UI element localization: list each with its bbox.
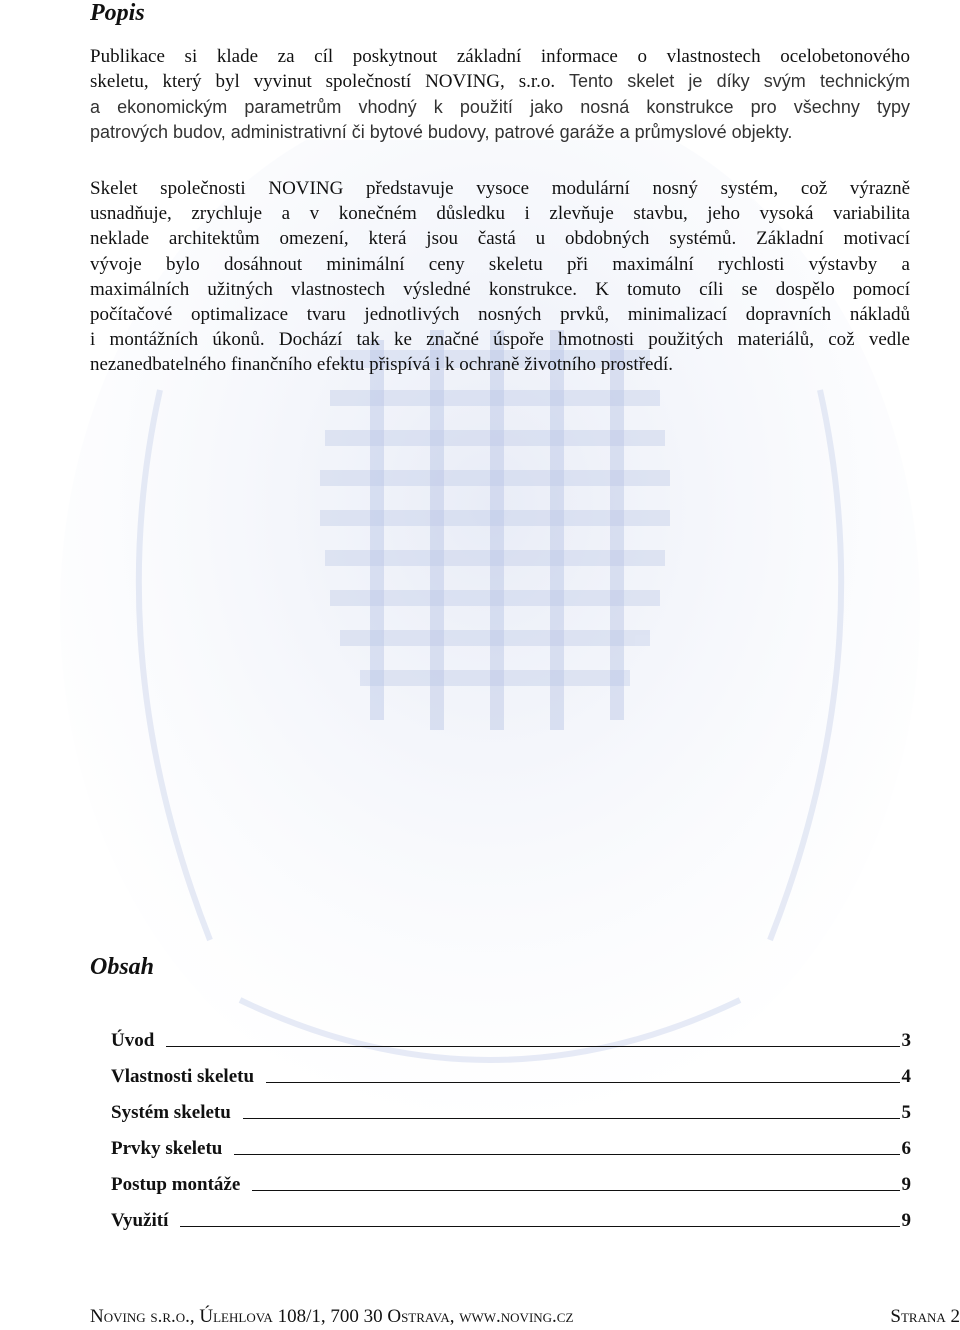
paragraph-skelet-line: neklade architektům omezení, která jsou častá u obdobných systémů. Základní motivací <box>90 228 910 250</box>
toc-entry-system-skeletu[interactable] <box>111 1088 911 1124</box>
paragraph-skelet <box>90 176 910 378</box>
toc-entry-uvod[interactable] <box>111 1016 911 1052</box>
toc-entry-title: Vlastnosti skeletu <box>111 1066 255 1087</box>
paragraph-skelet-line: nezanedbatelného finančního efektu přispívá i k ochraně životního prostředí. <box>90 354 673 376</box>
table-of-contents <box>111 1016 911 1232</box>
toc-entry-page: 6 <box>901 1138 911 1159</box>
paragraph-skelet-line: počítačové optimalizace tvaru jednotlivých nosných prvků, minimalizací dopravních nákladů <box>90 304 910 326</box>
toc-entry-postup-montaze[interactable] <box>111 1160 911 1196</box>
toc-leader-line <box>166 1046 899 1047</box>
heading-obsah: Obsah <box>90 954 155 980</box>
toc-entry-page: 3 <box>901 1030 911 1051</box>
paragraph-intro-line: a ekonomickým parametrům vhodný k použití jako nosná konstrukce pro všechny typy <box>90 96 910 117</box>
toc-leader-line <box>252 1190 899 1191</box>
paragraph-intro-line: patrových budov, administrativní či bytové budovy, patrové garáže a průmyslové objekty. <box>90 121 793 142</box>
paragraph-intro-fragment: Tento skelet je díky svým technickým <box>555 71 911 92</box>
toc-entry-title: Úvod <box>111 1030 155 1051</box>
paragraph-skelet-line: maximálních užitných vlastnostech výsledné konstrukce. K tomuto cíli se dospělo pomocí <box>90 278 910 300</box>
paragraph-intro-line <box>90 69 910 94</box>
toc-entry-page: 9 <box>901 1210 911 1231</box>
paragraph-skelet-line: usnadňuje, zrychluje a v konečném důsledku i zlevňuje stavbu, jeho vysoká variabilita <box>90 203 910 225</box>
paragraph-intro-line: Publikace si klade za cíl poskytnout základní informace o vlastnostech ocelobetonového <box>90 46 910 67</box>
toc-entry-title: Prvky skeletu <box>111 1138 223 1159</box>
toc-entry-page: 9 <box>901 1174 911 1195</box>
page-footer <box>90 1304 960 1330</box>
toc-leader-line <box>234 1154 899 1155</box>
toc-leader-line <box>266 1082 899 1083</box>
toc-entry-vlastnosti-skeletu[interactable] <box>111 1052 911 1088</box>
toc-entry-prvky-skeletu[interactable] <box>111 1124 911 1160</box>
paragraph-skelet-line: Skelet společnosti NOVING představuje vysoce modulární nosný systém, což výrazně <box>90 178 910 199</box>
footer-company-address: Noving s.r.o., Úlehlova 108/1, 700 30 Ostrava, www.noving.cz <box>90 1306 574 1327</box>
toc-leader-line <box>243 1118 900 1119</box>
heading-popis: Popis <box>90 0 145 26</box>
toc-entry-title: Postup montáže <box>111 1174 241 1195</box>
toc-entry-page: 4 <box>901 1066 911 1087</box>
footer-page-number: Strana 2 <box>890 1306 960 1327</box>
toc-entry-page: 5 <box>901 1102 911 1123</box>
paragraph-intro-fragment: skeletu, který byl vyvinut společností NOVING, s.r.o. <box>90 71 556 93</box>
paragraph-skelet-line: vývoje bylo dosáhnout minimální ceny skeletu při maximální rychlosti výstavby a <box>90 253 910 275</box>
paragraph-intro <box>90 44 910 145</box>
toc-leader-line <box>180 1226 899 1227</box>
paragraph-skelet-line: i montážních úkonů. Dochází tak ke značné úspoře hmotnosti použitých materiálů, což vedle <box>90 329 910 351</box>
toc-entry-title: Využití <box>111 1210 169 1231</box>
toc-entry-title: Systém skeletu <box>111 1102 231 1123</box>
toc-entry-vyuziti[interactable] <box>111 1196 911 1232</box>
